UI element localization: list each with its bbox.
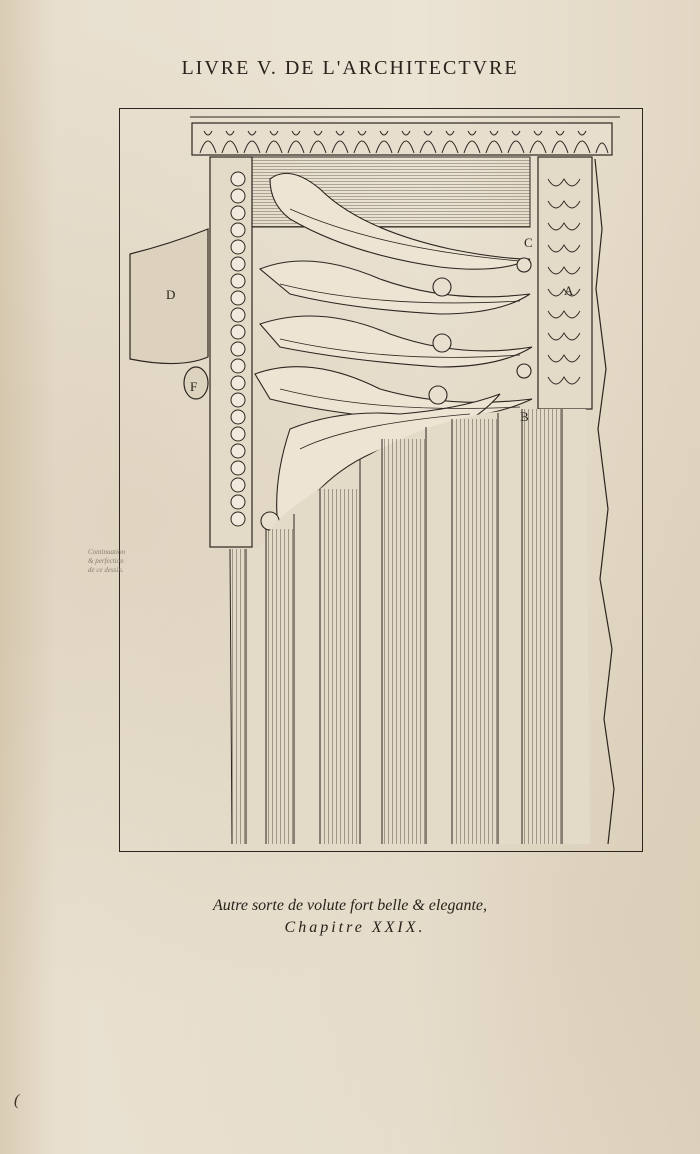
torn-edge <box>595 159 614 844</box>
label-c: C <box>524 235 533 250</box>
bead-column <box>210 157 252 547</box>
label-a: A <box>564 283 574 298</box>
bleed-through-margin-note: Continuation & perfection de ce dessin. <box>88 548 125 574</box>
ionic-capital-engraving <box>120 109 642 851</box>
cornice-band <box>192 123 612 155</box>
caption-chapter: Chapitre XXIX. <box>284 919 426 936</box>
label-d: D <box>166 287 176 302</box>
label-f: F <box>190 379 198 394</box>
chapter-caption <box>0 895 700 939</box>
engraving-plate <box>119 108 643 852</box>
running-head: LIVRE V. DE L'ARCHITECTVRE <box>181 57 519 79</box>
label-b: B <box>520 409 529 424</box>
bottom-mark: ( <box>14 1092 20 1109</box>
caption-title: Autre sorte de volute fort belle & elegante, <box>213 897 487 914</box>
